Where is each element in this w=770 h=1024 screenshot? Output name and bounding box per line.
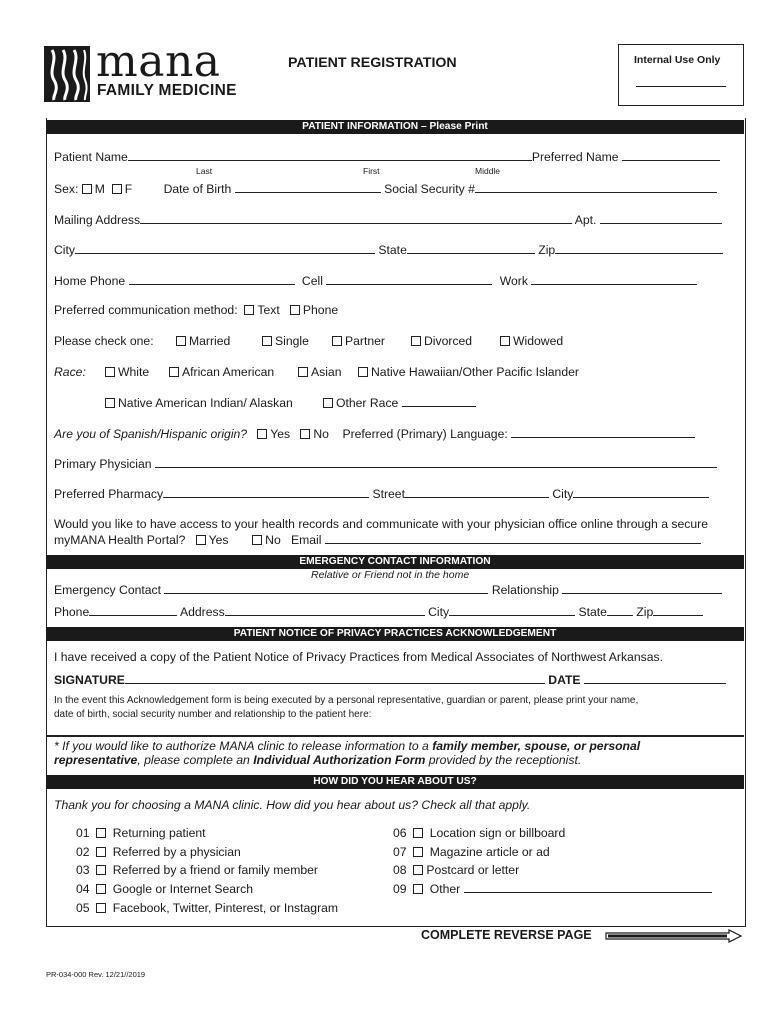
street-label: Street xyxy=(372,487,405,501)
option-label: Returning patient xyxy=(112,826,206,840)
portal-line-1: Would you like to have access to your health records and communicate with your physician office online through a secure xyxy=(54,517,708,531)
zip-field[interactable] xyxy=(555,242,723,254)
state-field[interactable] xyxy=(407,242,535,254)
option-number: 03 xyxy=(76,863,90,878)
option-number: 04 xyxy=(76,882,90,897)
pharmacy-label: Preferred Pharmacy xyxy=(54,487,164,501)
signature-field[interactable] xyxy=(125,672,545,684)
race-checkbox-asian[interactable] xyxy=(298,367,308,377)
hear-option xyxy=(76,861,338,880)
race-row-1 xyxy=(54,365,579,379)
logo-mark-icon xyxy=(44,46,90,102)
hear-checkbox-09[interactable] xyxy=(413,884,423,894)
option-label: Referred by a physician xyxy=(112,844,241,859)
emergency-address-label: Address xyxy=(179,605,225,619)
street-field[interactable] xyxy=(405,486,549,498)
emergency-phone-field[interactable] xyxy=(89,604,177,616)
sex-f-label: F xyxy=(124,182,133,196)
marital-checkbox-single[interactable] xyxy=(262,336,272,346)
marital-option: Partner xyxy=(345,334,385,348)
sex-f-checkbox[interactable] xyxy=(112,184,122,194)
option-number: 06 xyxy=(393,826,407,840)
dob-field[interactable] xyxy=(235,181,381,193)
option-number: 09 xyxy=(393,882,407,897)
comm-label: Preferred communication method: xyxy=(54,303,238,317)
emergency-state-label: State xyxy=(578,605,607,619)
hear-checkbox-08[interactable] xyxy=(413,865,423,875)
signature-label: SIGNATURE xyxy=(54,673,125,687)
form-number: PR-034-000 Rev. 12/21//2019 xyxy=(46,970,146,979)
date-label: DATE xyxy=(548,673,581,687)
sub-middle: Middle xyxy=(475,166,501,176)
race-checkbox-native-hawaiian[interactable] xyxy=(358,367,368,377)
marital-label: Please check one: xyxy=(54,334,154,348)
internal-use-box xyxy=(618,44,744,106)
apt-label: Apt. xyxy=(574,213,597,227)
emergency-zip-label: Zip xyxy=(636,605,654,619)
patient-info-header: PATIENT INFORMATION – Please Print xyxy=(46,120,744,134)
hear-checkbox-05[interactable] xyxy=(96,903,106,913)
emergency-state-field[interactable] xyxy=(607,604,633,616)
relationship-label: Relationship xyxy=(491,583,559,597)
internal-use-line xyxy=(636,86,726,87)
sex-label: Sex: xyxy=(54,182,79,196)
mailing-label: Mailing Address xyxy=(54,213,141,227)
logo-subtitle: FAMILY MEDICINE xyxy=(97,82,237,99)
marital-option: Divorced xyxy=(424,334,473,348)
hear-option xyxy=(393,824,712,843)
emergency-contact-field[interactable] xyxy=(164,582,488,594)
pharmacy-field[interactable] xyxy=(163,486,369,498)
race-option: Native Hawaiian/Other Pacific Islander xyxy=(371,365,579,379)
ssn-label: Social Security # xyxy=(384,182,475,196)
option-label: Other xyxy=(429,882,461,897)
hispanic-no-label: No xyxy=(313,427,329,441)
hear-option xyxy=(393,861,712,880)
hispanic-no-checkbox[interactable] xyxy=(300,429,310,439)
hear-option xyxy=(393,880,712,899)
hear-option xyxy=(76,824,338,843)
marital-option: Married xyxy=(189,334,231,348)
city-label: City xyxy=(54,243,75,257)
cell-field[interactable] xyxy=(326,273,492,285)
patient-name-label: Patient Name xyxy=(54,150,128,164)
privacy-header: PATIENT NOTICE OF PRIVACY PRACTICES ACKNOWLEDGEMENT xyxy=(46,627,744,641)
auth-text-bold: representative xyxy=(54,753,138,767)
race-row-2 xyxy=(105,395,476,410)
home-phone-field[interactable] xyxy=(129,273,295,285)
race-checkbox-other[interactable] xyxy=(323,398,333,408)
emergency-phone-row xyxy=(54,604,703,619)
option-label: Magazine article or ad xyxy=(429,844,550,859)
pharmacy-city-field[interactable] xyxy=(573,486,709,498)
signature-row xyxy=(54,672,726,687)
hear-options-right xyxy=(393,824,712,899)
ssn-field[interactable] xyxy=(475,181,717,193)
emergency-address-field[interactable] xyxy=(225,604,425,616)
race-option: African American xyxy=(182,365,275,379)
marital-checkbox-married[interactable] xyxy=(176,336,186,346)
race-label: Race: xyxy=(54,365,86,379)
emergency-note: Relative or Friend not in the home xyxy=(311,569,470,581)
portal-yes-label: Yes xyxy=(208,533,229,547)
auth-text: provided by the receptionist. xyxy=(425,753,582,767)
auth-text: * If you would like to authorize MANA clinic to release information to a xyxy=(54,739,433,753)
auth-text: , please complete an xyxy=(137,753,254,767)
hispanic-row xyxy=(54,426,695,441)
marital-option: Single xyxy=(275,334,309,348)
sub-last: Last xyxy=(196,166,213,176)
comm-text-checkbox[interactable] xyxy=(244,305,254,315)
comm-row xyxy=(54,303,338,317)
internal-use-label: Internal Use Only xyxy=(634,54,721,66)
race-option: White xyxy=(118,365,150,379)
hear-options-left xyxy=(76,824,338,918)
auth-line-1 xyxy=(54,739,640,753)
state-label: State xyxy=(378,243,407,257)
emergency-contact-label: Emergency Contact xyxy=(54,583,162,597)
marital-checkbox-divorced[interactable] xyxy=(411,336,421,346)
cell-label: Cell xyxy=(301,274,323,288)
home-phone-label: Home Phone xyxy=(54,274,126,288)
email-label: Email xyxy=(290,533,322,547)
portal-no-label: No xyxy=(265,533,281,547)
option-label: Postcard or letter xyxy=(426,863,520,878)
comm-phone-checkbox[interactable] xyxy=(290,305,300,315)
phones-row xyxy=(54,273,697,288)
rep-line-2: date of birth, social security number and relationship to the patient here: xyxy=(54,709,372,720)
preferred-name-label: Preferred Name xyxy=(531,150,619,164)
marital-checkbox-partner[interactable] xyxy=(332,336,342,346)
email-field[interactable] xyxy=(325,532,701,544)
hear-checkbox-06[interactable] xyxy=(413,828,423,838)
hear-option xyxy=(76,880,338,899)
hear-option xyxy=(393,843,712,862)
patient-name-field[interactable] xyxy=(128,149,532,161)
hear-option xyxy=(76,843,338,862)
hear-header: HOW DID YOU HEAR ABOUT US? xyxy=(46,775,744,789)
hispanic-yes-label: Yes xyxy=(270,427,291,441)
hear-checkbox-01[interactable] xyxy=(96,828,106,838)
option-label: Facebook, Twitter, Pinterest, or Instagram xyxy=(112,900,339,915)
portal-label: myMANA Health Portal? xyxy=(54,533,186,547)
page-title: PATIENT REGISTRATION xyxy=(288,55,457,71)
relationship-field[interactable] xyxy=(562,582,722,594)
city-row xyxy=(54,242,723,257)
mailing-row xyxy=(54,212,722,227)
date-field[interactable] xyxy=(584,672,726,684)
marital-option: Widowed xyxy=(513,334,564,348)
option-number: 05 xyxy=(76,900,90,915)
pharmacy-city-label: City xyxy=(552,487,574,501)
hispanic-yes-checkbox[interactable] xyxy=(257,429,267,439)
hear-checkbox-04[interactable] xyxy=(96,884,106,894)
option-label: Location sign or billboard xyxy=(429,826,566,840)
dob-label: Date of Birth xyxy=(163,182,232,196)
sex-m-label: M xyxy=(94,182,105,196)
language-label: Preferred (Primary) Language: xyxy=(342,427,508,441)
marital-row xyxy=(54,334,563,348)
hear-intro: Thank you for choosing a MANA clinic. How did you hear about us? Check all that apply. xyxy=(54,798,531,812)
language-field[interactable] xyxy=(511,426,695,438)
portal-row xyxy=(54,532,701,547)
hear-checkbox-07[interactable] xyxy=(413,847,423,857)
mailing-field[interactable] xyxy=(140,212,572,224)
physician-row xyxy=(54,456,717,471)
race-checkbox-african-american[interactable] xyxy=(169,367,179,377)
option-number: 08 xyxy=(393,863,407,878)
sex-m-checkbox[interactable] xyxy=(82,184,92,194)
patient-name-row xyxy=(54,149,720,164)
race-option: Native American Indian/ Alaskan xyxy=(118,396,293,410)
complete-reverse-label: COMPLETE REVERSE PAGE xyxy=(421,928,592,942)
marital-checkbox-widowed[interactable] xyxy=(500,336,510,346)
pharmacy-row xyxy=(54,486,709,501)
portal-yes-checkbox[interactable] xyxy=(196,535,206,545)
option-number: 01 xyxy=(76,826,90,840)
work-label: Work xyxy=(499,274,528,288)
race-option: Other Race xyxy=(336,396,399,410)
emergency-city-label: City xyxy=(428,605,450,619)
emergency-phone-label: Phone xyxy=(54,605,90,619)
sex-dob-row xyxy=(54,181,717,196)
auth-form-name: Individual Authorization Form xyxy=(253,753,426,767)
emergency-contact-row xyxy=(54,582,722,597)
mana-logo xyxy=(44,36,237,104)
hispanic-label: Are you of Spanish/Hispanic origin? xyxy=(54,427,248,441)
option-label: Google or Internet Search xyxy=(112,882,253,897)
race-checkbox-white[interactable] xyxy=(105,367,115,377)
physician-label: Primary Physician xyxy=(54,457,152,471)
race-option: Asian xyxy=(311,365,342,379)
option-number: 02 xyxy=(76,844,90,859)
hear-option xyxy=(76,899,338,918)
privacy-received: I have received a copy of the Patient Notice of Privacy Practices from Medical Associates of Northwest Arkansas. xyxy=(54,650,663,664)
work-field[interactable] xyxy=(531,273,697,285)
logo-wordmark: mana xyxy=(96,36,221,87)
auth-line-2 xyxy=(54,753,581,767)
hear-other-field[interactable] xyxy=(464,881,712,893)
portal-no-checkbox[interactable] xyxy=(252,535,262,545)
apt-field[interactable] xyxy=(600,212,722,224)
comm-phone-label: Phone xyxy=(302,303,339,317)
race-checkbox-native-american[interactable] xyxy=(105,398,115,408)
auth-text-bold: family member, spouse, or personal xyxy=(432,739,641,753)
sub-first: First xyxy=(363,166,380,176)
emergency-header: EMERGENCY CONTACT INFORMATION xyxy=(46,555,744,569)
preferred-name-field[interactable] xyxy=(622,149,720,161)
hear-checkbox-03[interactable] xyxy=(96,865,106,875)
other-race-field[interactable] xyxy=(402,395,476,407)
arrow-right-icon xyxy=(605,929,743,943)
city-field[interactable] xyxy=(75,242,375,254)
rep-line-1: In the event this Acknowledgement form is being executed by a personal representative, guardian or parent, please print your name, xyxy=(54,695,639,706)
comm-text-label: Text xyxy=(257,303,280,317)
hear-checkbox-02[interactable] xyxy=(96,847,106,857)
emergency-zip-field[interactable] xyxy=(653,604,703,616)
option-label: Referred by a friend or family member xyxy=(112,863,318,878)
physician-field[interactable] xyxy=(155,456,717,468)
zip-label: Zip xyxy=(538,243,556,257)
emergency-city-field[interactable] xyxy=(449,604,575,616)
rep-divider xyxy=(46,735,744,737)
option-number: 07 xyxy=(393,844,407,859)
